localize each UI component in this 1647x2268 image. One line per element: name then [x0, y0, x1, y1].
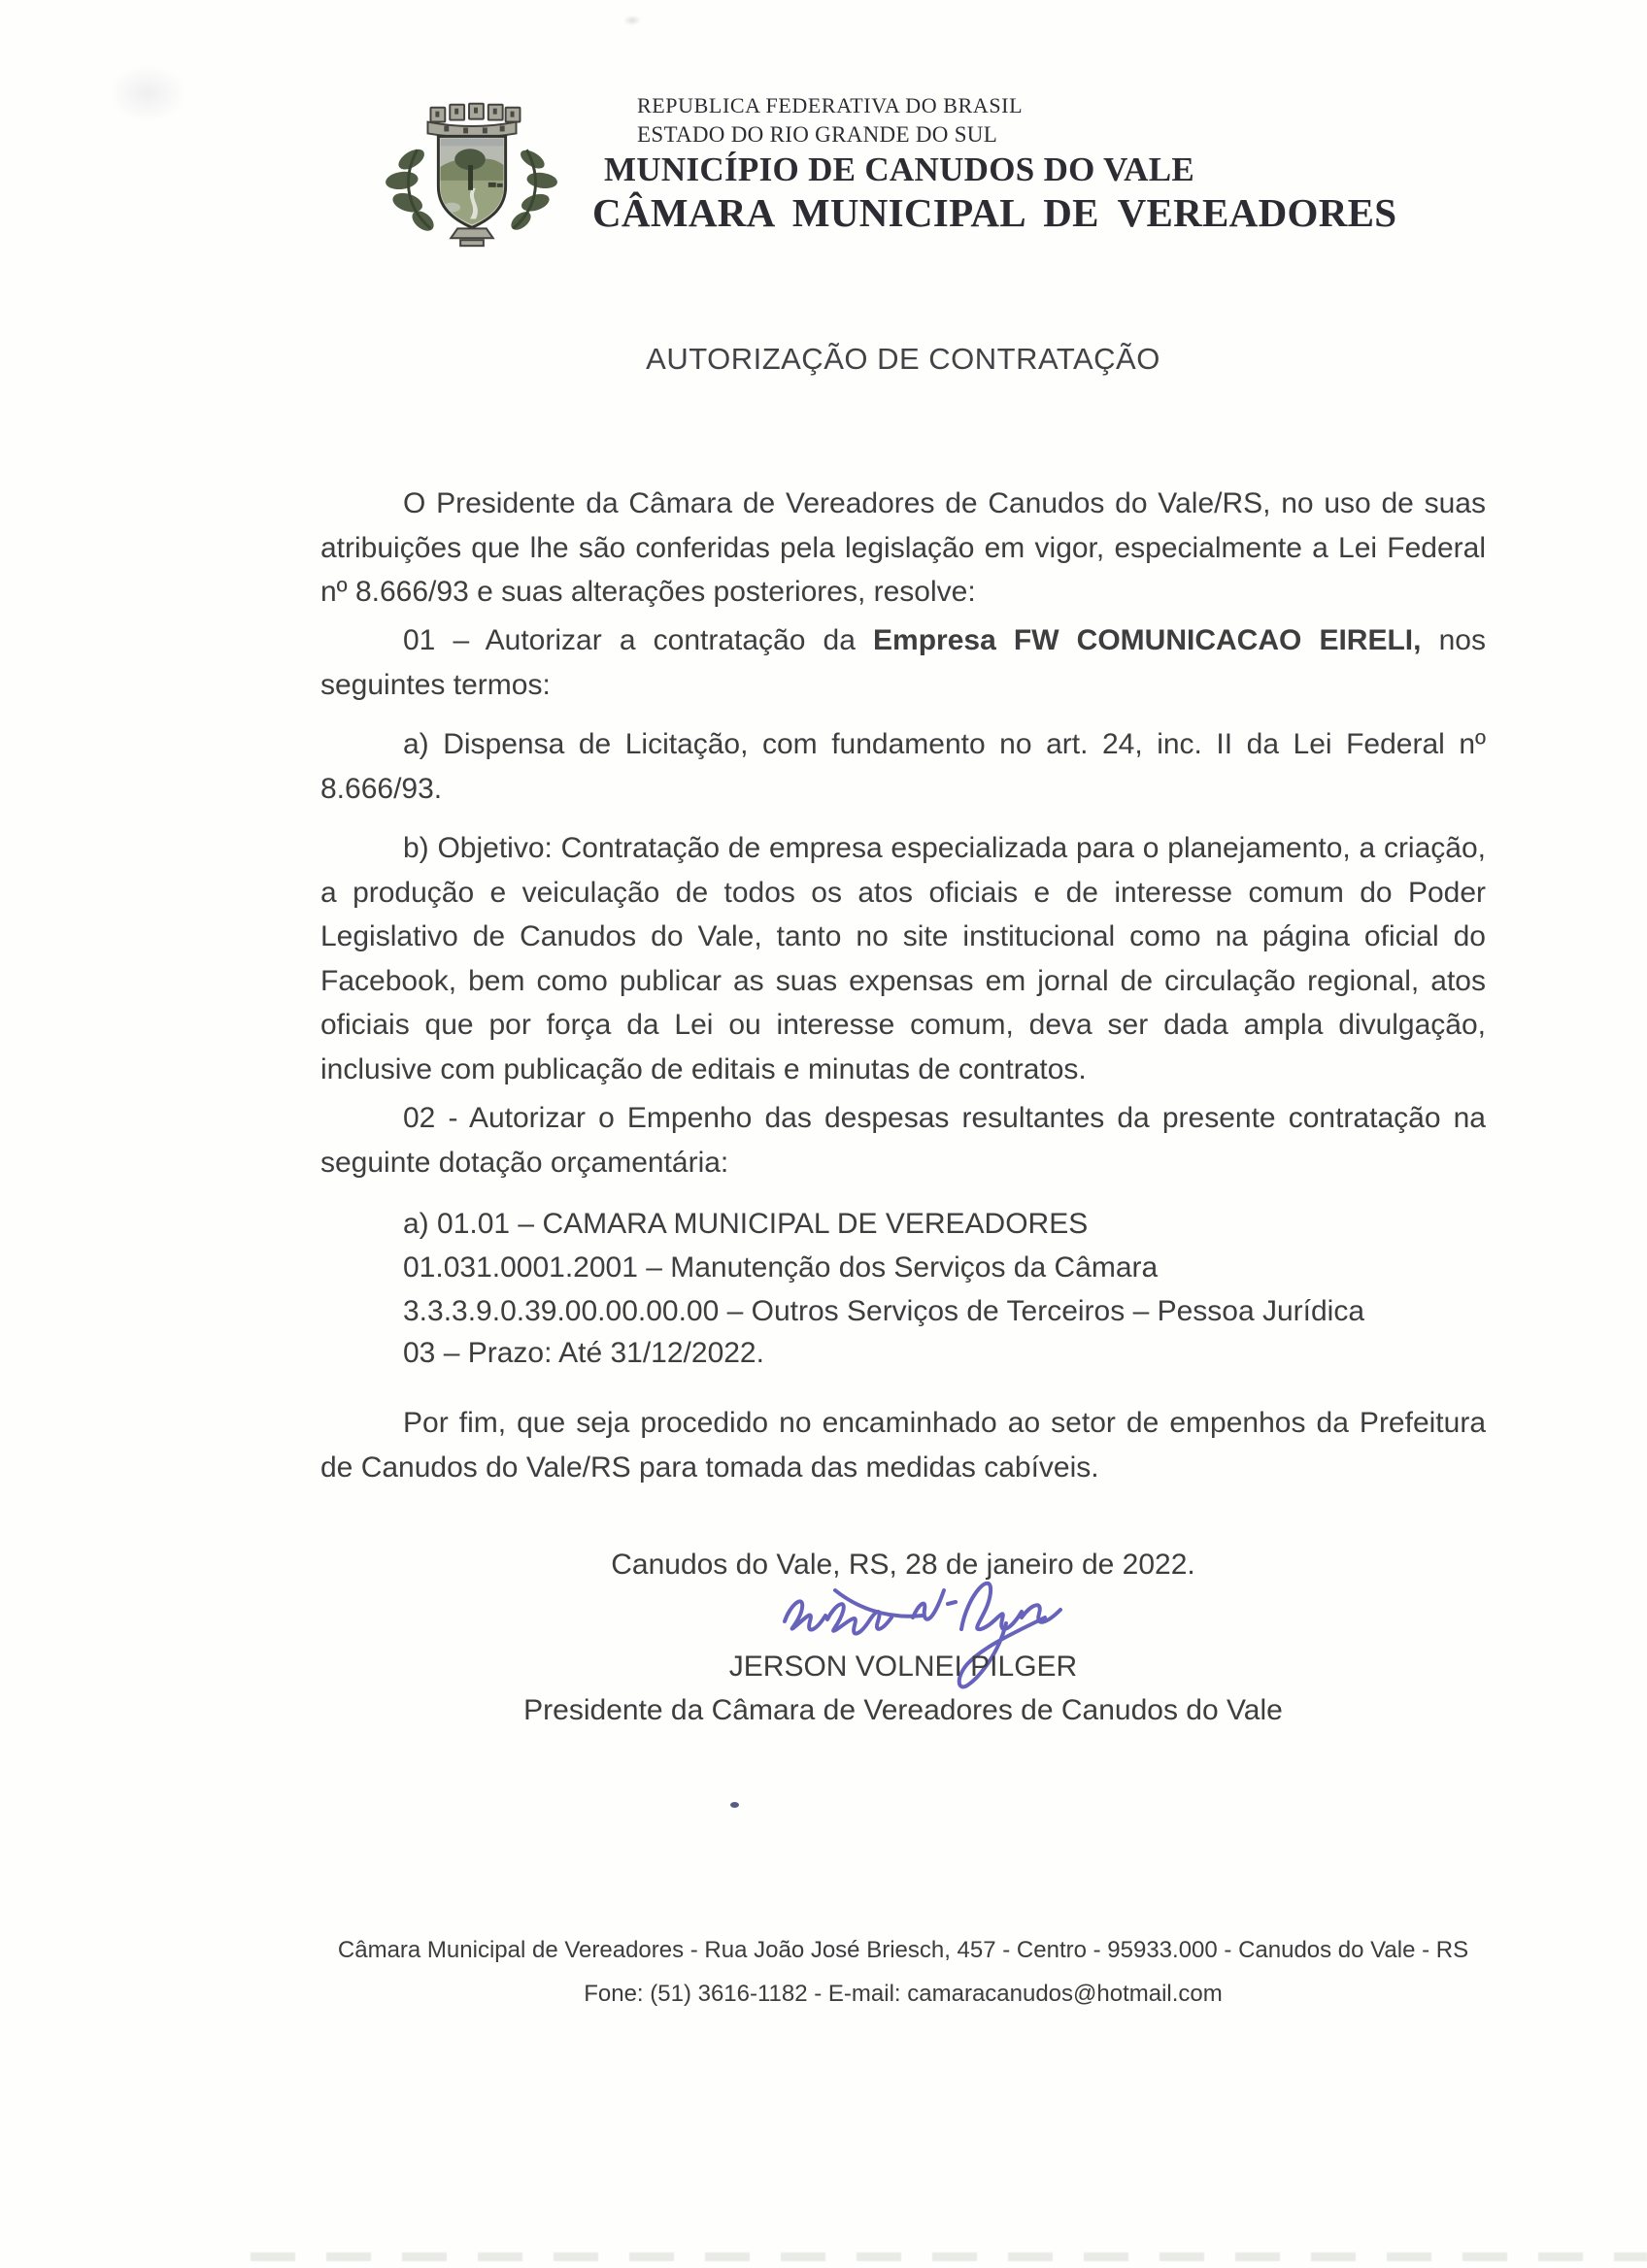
scan-speck	[623, 16, 641, 25]
letterhead-municipality: MUNICÍPIO DE CANUDOS DO VALE	[604, 150, 1195, 188]
paragraph-clause-02: 02 - Autorizar o Empenho das despesas resultantes da presente contratação na seguinte dotação orçamentária:	[320, 1102, 1486, 1179]
paragraph-item-a: a) Dispensa de Licitação, com fundamento no art. 24, inc. II da Lei Federal nº 8.666/93.	[320, 728, 1486, 805]
letterhead-chamber: CÂMARA MUNICIPAL DE VEREADORES	[592, 190, 1397, 235]
paragraph-preamble: O Presidente da Câmara de Vereadores de Canudos do Vale/RS, no uso de suas atribuições que lhe são conferidas pela legislação em vigor, especialmente a Lei Federal nº 8.666/93 e suas alterações posteriores, resolve:	[320, 487, 1486, 608]
paragraph-clause-03: 03 – Prazo: Até 31/12/2022.	[403, 1337, 764, 1369]
scan-smudge	[109, 64, 186, 122]
footer-contact: Fone: (51) 3616-1182 - E-mail: camaracanudos@hotmail.com	[584, 1981, 1223, 2007]
signatory-name: JERSON VOLNEI PILGER	[728, 1651, 1078, 1683]
document-title: AUTORIZAÇÃO DE CONTRATAÇÃO	[646, 342, 1160, 376]
coat-of-arms-icon	[381, 93, 563, 250]
letterhead	[592, 91, 1396, 235]
signatory-role: Presidente da Câmara de Vereadores de Canudos do Vale	[523, 1694, 1283, 1726]
letterhead-state: ESTADO DO RIO GRANDE DO SUL	[637, 122, 998, 147]
budget-line-expense: 3.3.3.9.0.39.00.00.00.00 – Outros Serviços de Terceiros – Pessoa Jurídica	[403, 1295, 1365, 1327]
paragraph-closing: Por fim, que seja procedido no encaminhado ao setor de empenhos da Prefeitura de Canudos do Vale/RS para tomada das medidas cabíveis.	[320, 1407, 1486, 1484]
letterhead-country: REPUBLICA FEDERATIVA DO BRASIL	[637, 93, 1024, 117]
budget-line-unit: a) 01.01 – CAMARA MUNICIPAL DE VEREADORES	[403, 1208, 1089, 1240]
budget-line-program: 01.031.0001.2001 – Manutenção dos Serviços da Câmara	[403, 1251, 1159, 1284]
date-line: Canudos do Vale, RS, 28 de janeiro de 2022.	[611, 1549, 1195, 1581]
scan-edge-artifact	[251, 2252, 1647, 2261]
clause-01-post: nos seguintes termos:	[320, 624, 1486, 701]
clause-01-company: Empresa FW COMUNICACAO EIRELI,	[873, 624, 1422, 656]
ink-dot-artifact	[730, 1802, 739, 1808]
footer-address: Câmara Municipal de Vereadores - Rua João José Briesch, 457 - Centro - 95933.000 - Canudos do Vale - RS	[337, 1937, 1469, 1963]
clause-01-pre: 01 – Autorizar a contratação da	[403, 624, 874, 656]
paragraph-item-b: b) Objetivo: Contratação de empresa especializada para o planejamento, a criação, a produção e veiculação de todos os atos oficiais e de interesse comum do Poder Legislativo de Canudos do Vale, tanto no site institucional como na página oficial do Facebook, bem como publicar as suas expensas em jornal de circulação regional, atos oficiais que por força da Lei ou interesse comum, deva ser dada ampla divulgação, inclusive com publicação de editais e minutas de contratos.	[320, 832, 1486, 1085]
budget-allocation-block	[320, 1202, 1486, 1333]
paragraph-clause-01	[320, 618, 1486, 707]
